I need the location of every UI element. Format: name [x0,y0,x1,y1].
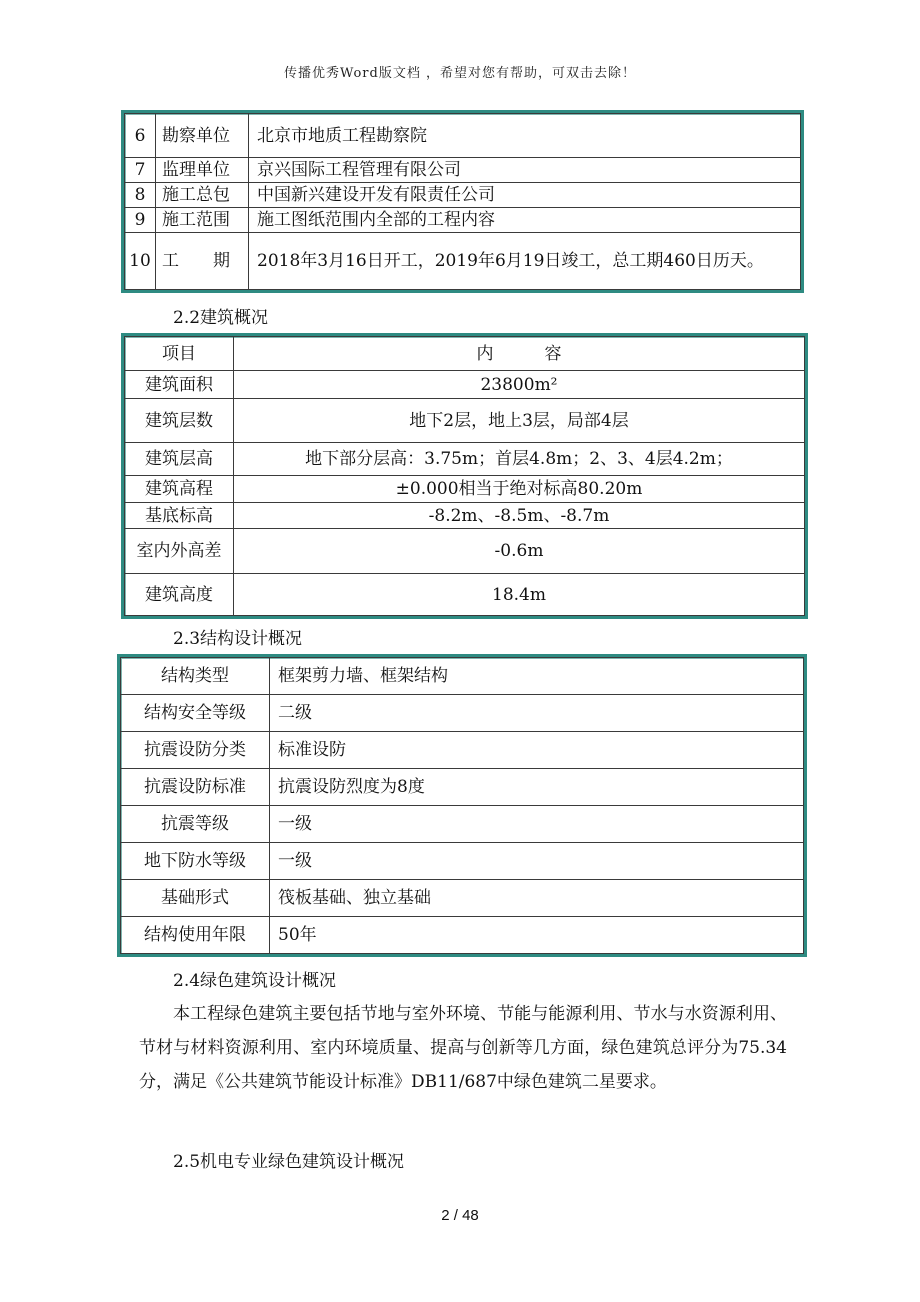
row-value: ±0.000相当于绝对标高80.20m [234,476,805,503]
row-value: 2018年3月16日开工，2019年6月19日竣工，总工期460日历天。 [249,233,801,290]
row-number: 9 [125,208,156,233]
table-row [125,158,801,183]
row-value: 地下2层，地上3层，局部4层 [234,399,805,443]
row-number: 10 [125,233,156,290]
row-value: 50年 [270,917,804,954]
table-row [121,917,804,954]
row-label: 建筑层数 [125,399,234,443]
table-row [125,371,805,399]
row-label: 结构使用年限 [121,917,270,954]
row-label: 建筑面积 [125,371,234,399]
row-label: 结构安全等级 [121,695,270,732]
table-row [125,476,805,503]
row-number: 8 [125,183,156,208]
row-number: 6 [125,114,156,158]
row-label: 结构类型 [121,658,270,695]
row-value: 23800m² [234,371,805,399]
table-row [125,574,805,616]
row-value: 18.4m [234,574,805,616]
row-value: -0.6m [234,529,805,574]
header-label: 项目 [125,337,234,371]
table-row [121,880,804,917]
row-label: 基底标高 [125,503,234,529]
building-overview-table [121,333,808,619]
row-label: 建筑层高 [125,443,234,476]
row-label: 地下防水等级 [121,843,270,880]
table-row [121,806,804,843]
table-row [121,695,804,732]
table-row [125,503,805,529]
row-label: 室内外高差 [125,529,234,574]
row-value: 一级 [270,806,804,843]
table-row [125,183,801,208]
row-value: 抗震设防烈度为8度 [270,769,804,806]
table-header-row [125,337,805,371]
row-label: 建筑高度 [125,574,234,616]
row-label: 施工范围 [156,208,249,233]
table-row [125,233,801,290]
page-number: 2 / 48 [441,1207,479,1224]
row-value: 中国新兴建设开发有限责任公司 [249,183,801,208]
row-value: -8.2m、-8.5m、-8.7m [234,503,805,529]
row-value: 地下部分层高：3.75m；首层4.8m；2、3、4层4.2m； [234,443,805,476]
row-value: 筏板基础、独立基础 [270,880,804,917]
table-row [125,208,801,233]
row-value: 框架剪力墙、框架结构 [270,658,804,695]
table-row [121,732,804,769]
row-label: 工 期 [156,233,249,290]
table-row [125,443,805,476]
table-row [125,114,801,158]
row-label: 施工总包 [156,183,249,208]
section-heading: 2.4绿色建筑设计概况 [173,971,337,991]
section-heading: 2.3结构设计概况 [173,629,303,649]
project-info-table [121,110,804,293]
row-value: 标准设防 [270,732,804,769]
row-label: 建筑高程 [125,476,234,503]
row-label: 抗震等级 [121,806,270,843]
section-heading: 2.2建筑概况 [173,308,269,328]
row-value: 北京市地质工程勘察院 [249,114,801,158]
structure-design-table [117,654,807,957]
table-row [125,399,805,443]
section-heading: 2.5机电专业绿色建筑设计概况 [173,1152,405,1172]
row-label: 抗震设防分类 [121,732,270,769]
table-row [121,843,804,880]
row-value: 二级 [270,695,804,732]
header-value: 内 容 [234,337,805,371]
row-label: 监理单位 [156,158,249,183]
row-label: 勘察单位 [156,114,249,158]
row-number: 7 [125,158,156,183]
row-value: 一级 [270,843,804,880]
row-label: 基础形式 [121,880,270,917]
table-row [125,529,805,574]
body-paragraph: 本工程绿色建筑主要包括节地与室外环境、节能与能源利用、节水与水资源利用、节材与材料资源利用、室内环境质量、提高与创新等几方面，绿色建筑总评分为75.34分，满足《公共建筑节能设计标准》DB11/687中绿色建筑二星要求。 [139,1004,787,1092]
row-value: 京兴国际工程管理有限公司 [249,158,801,183]
table-row [121,769,804,806]
page-header: 传播优秀Word版文档 ，希望对您有帮助，可双击去除！ [284,66,636,81]
row-value: 施工图纸范围内全部的工程内容 [249,208,801,233]
table-row [121,658,804,695]
row-label: 抗震设防标准 [121,769,270,806]
